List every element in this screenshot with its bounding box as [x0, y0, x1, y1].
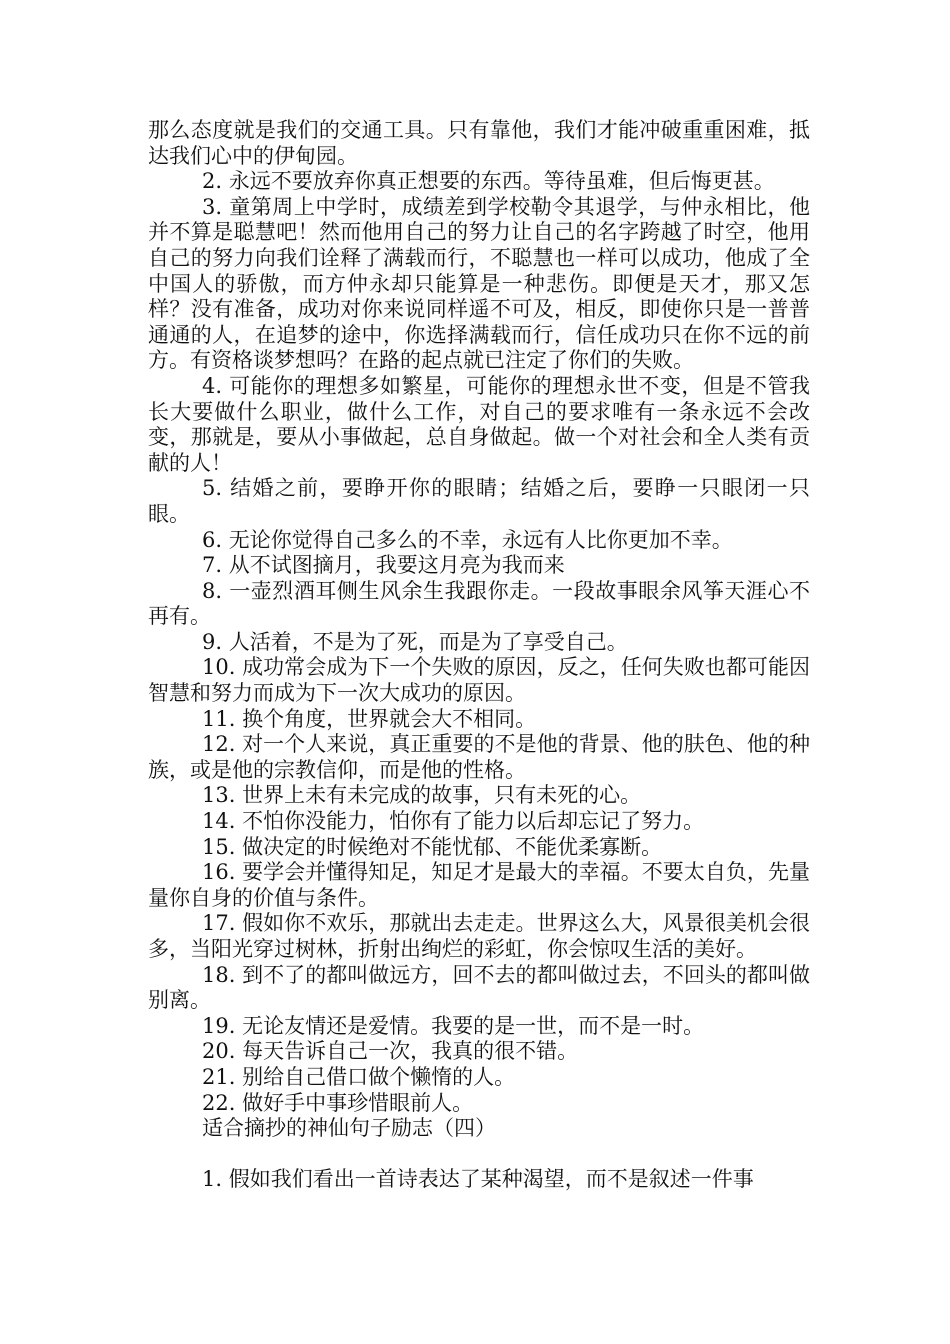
list-item: 3. 童第周上中学时，成绩差到学校勒令其退学，与仲永相比，他并不算是聪慧吧！然而他用自己的努力让自己的名字跨越了时空，他用自己的努力向我们诠释了满载而行，不聪慧也一样可以成功，他成了全中国人的骄傲，而方仲永却只能算是一种悲伤。即便是天才，那又怎样？没有准备，成功对你来说同样遥不可及，相反，即使你只是一普普通通的人，在追梦的途中，你选择满载而行，信任成功只在你不远的前方。有资格谈梦想吗？在路的起点就已注定了你们的失败。 [148, 194, 810, 373]
continuation-paragraph: 那么态度就是我们的交通工具。只有靠他，我们才能冲破重重困难，抵达我们心中的伊甸园。 [148, 118, 810, 168]
list-item: 20. 每天告诉自己一次，我真的很不错。 [202, 1039, 579, 1064]
list-item: 13. 世界上未有未完成的故事，只有未死的心。 [202, 783, 642, 808]
list-item: 8. 一壶烈酒耳侧生风余生我跟你走。一段故事眼余风筝天涯心不再有。 [148, 578, 810, 629]
list-item: 2. 永远不要放弃你真正想要的东西。等待虽难，但后悔更甚。 [202, 169, 775, 194]
list-item: 11. 换个角度，世界就会大不相同。 [202, 706, 537, 731]
list-item: 19. 无论友情还是爱情。我要的是一世，而不是一时。 [202, 1013, 705, 1038]
list-item: 15. 做决定的时候绝对不能忧郁、不能优柔寡断。 [202, 834, 663, 859]
list-item: 4. 可能你的理想多如繁星，可能你的理想永世不变，但是不管我长大要做什么职业，做什么工作，对自己的要求唯有一条永远不会改变，那就是，要从小事做起，总自身做起。做一个对社会和全人类有贡献的人！ [148, 373, 810, 475]
list-item: 16. 要学会并懂得知足，知足才是最大的幸福。不要太自负，先量量你自身的价值与条件。 [148, 860, 810, 910]
list-item: 6. 无论你觉得自己多么的不幸，永远有人比你更加不幸。 [202, 527, 733, 552]
list-item: 18. 到不了的都叫做远方，回不去的都叫做过去，不回头的都叫做别离。 [148, 962, 810, 1013]
list-item: 14. 不怕你没能力，怕你有了能力以后却忘记了努力。 [202, 809, 705, 834]
list-item: 22. 做好手中事珍惜眼前人。 [202, 1090, 474, 1115]
list-item: 10. 成功常会成为下一个失败的原因，反之，任何失败也都可能因智慧和努力而成为下一次大成功的原因。 [148, 655, 810, 706]
list-item: 12. 对一个人来说，真正重要的不是他的背景、他的肤色、他的种族，或是他的宗教信仰，而是他的性格。 [148, 732, 810, 782]
document-page [148, 118, 810, 1193]
blank-line [148, 1142, 810, 1168]
list-item: 5. 结婚之前，要睁开你的眼睛；结婚之后，要睁一只眼闭一只眼。 [148, 476, 810, 526]
list-item: 17. 假如你不欢乐，那就出去走走。世界这么大，风景很美机会很多，当阳光穿过树林，折射出绚烂的彩虹，你会惊叹生活的美好。 [148, 911, 810, 961]
section-title: 适合摘抄的神仙句子励志（四） [202, 1116, 496, 1141]
list-item: 21. 别给自己借口做个懒惰的人。 [202, 1064, 516, 1089]
list-item: 9. 人活着，不是为了死，而是为了享受自己。 [202, 629, 628, 654]
list-item: 1. 假如我们看出一首诗表达了某种渴望，而不是叙述一件事 [202, 1167, 754, 1192]
list-item: 7. 从不试图摘月，我要这月亮为我而来 [202, 553, 565, 578]
